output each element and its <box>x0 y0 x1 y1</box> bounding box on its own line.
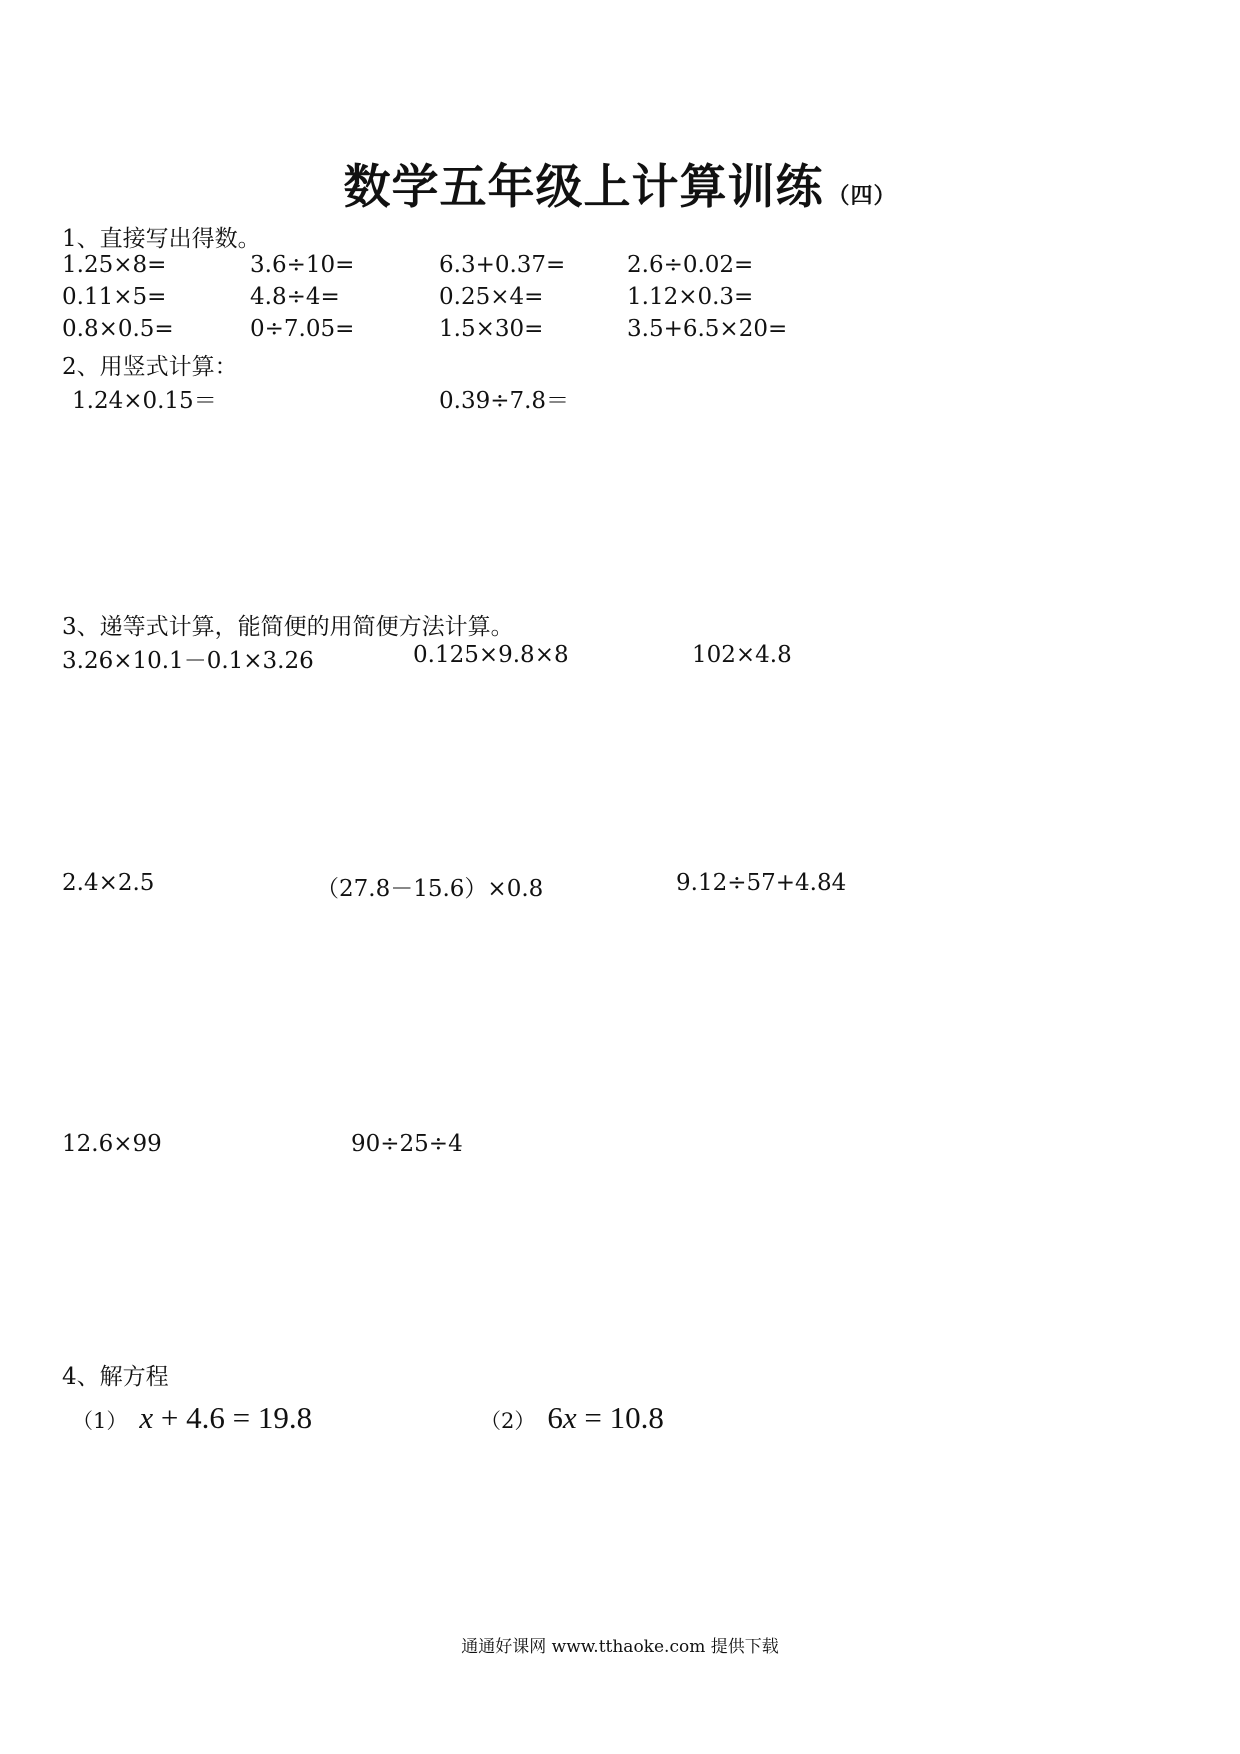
title-suffix: （四） <box>827 184 897 209</box>
problem: 9.12÷57+4.84 <box>676 870 847 896</box>
equation-1 <box>72 1400 312 1436</box>
problem: 3.26×10.1－0.1×3.26 <box>62 648 314 674</box>
equation-coefficient: 6 <box>547 1400 563 1435</box>
equation-2 <box>480 1400 664 1436</box>
problem: 1.24×0.15＝ <box>72 388 217 414</box>
equation-label: （1） <box>72 1409 128 1433</box>
problem: 1.25×8= <box>62 252 167 278</box>
problem: 0.11×5= <box>62 284 167 310</box>
equation-rest: = 10.8 <box>576 1400 664 1435</box>
problem: 0.39÷7.8＝ <box>439 388 570 414</box>
section3-heading: 3、递等式计算，能简便的用简便方法计算。 <box>62 614 514 640</box>
equation-variable: x <box>562 1400 577 1435</box>
page-title <box>0 150 1240 217</box>
equation-label: （2） <box>480 1409 536 1433</box>
problem: 1.5×30= <box>439 316 544 342</box>
problem: 102×4.8 <box>692 642 792 668</box>
problem: 3.5+6.5×20= <box>627 316 788 342</box>
problem: 3.6÷10= <box>250 252 355 278</box>
footer-credit: 通通好课网 www.tthaoke.com 提供下载 <box>461 1637 779 1657</box>
problem: 0÷7.05= <box>250 316 355 342</box>
problem: 90÷25÷4 <box>351 1131 463 1157</box>
problem: （27.8－15.6）×0.8 <box>316 876 544 902</box>
section2-heading: 2、用竖式计算： <box>62 354 238 380</box>
problem: 12.6×99 <box>62 1131 162 1157</box>
problem: 6.3+0.37= <box>439 252 566 278</box>
section4-heading: 4、解方程 <box>62 1364 169 1390</box>
problem: 0.125×9.8×8 <box>413 642 569 668</box>
problem: 1.12×0.3= <box>627 284 754 310</box>
equation-variable: x <box>139 1400 154 1435</box>
problem: 4.8÷4= <box>250 284 340 310</box>
problem: 0.25×4= <box>439 284 544 310</box>
problem: 2.4×2.5 <box>62 870 155 896</box>
problem: 0.8×0.5= <box>62 316 174 342</box>
title-main: 数学五年级上计算训练 <box>343 160 824 215</box>
equation-rest: + 4.6 = 19.8 <box>153 1400 313 1435</box>
section1-heading: 1、直接写出得数。 <box>62 226 261 252</box>
problem: 2.6÷0.02= <box>627 252 754 278</box>
